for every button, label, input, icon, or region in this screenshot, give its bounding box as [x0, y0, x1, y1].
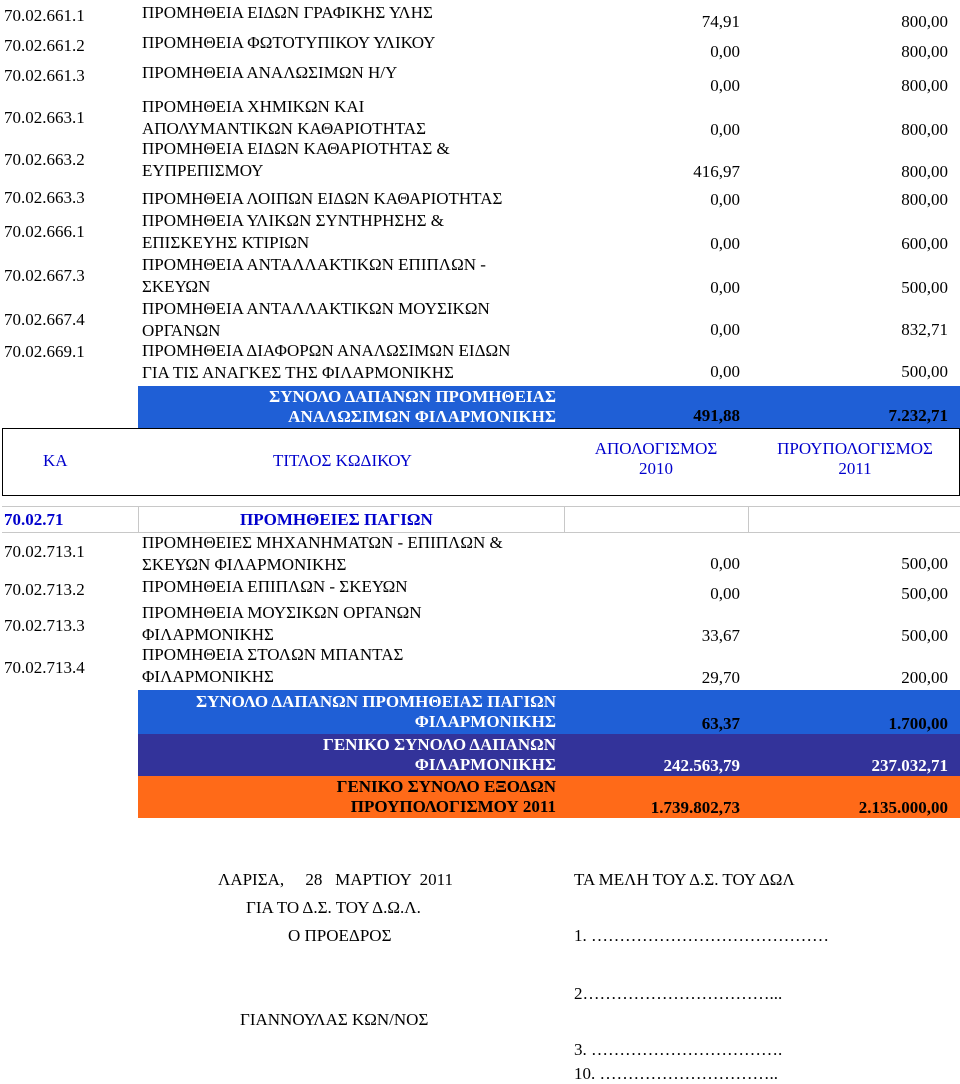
account-code: 70.02.713.4 [4, 658, 85, 677]
line-item [0, 342, 960, 386]
item-description: ΠΡΟΜΗΘΕΙΕΣ ΜΗΧΑΝΗΜΑΤΩΝ - ΕΠΙΠΛΩΝ & ΣΚΕΥΩΝ ΦΙΛΑΡΜΟΝΙΚΗΣ [142, 533, 503, 574]
line-item [0, 602, 960, 646]
account-code: 70.02.713.3 [4, 616, 85, 635]
account-code: 70.02.669.1 [4, 342, 85, 361]
value-2011: 800,00 [901, 42, 948, 61]
value-2011: 2.135.000,00 [858, 798, 948, 817]
value-2011: 800,00 [901, 120, 948, 139]
item-description: ΠΡΟΜΗΘΕΙΑ ΜΟΥΣΙΚΩΝ ΟΡΓΑΝΩΝ ΦΙΛΑΡΜΟΝΙΚΗΣ [142, 603, 422, 644]
value-2010: 1.739.802,73 [650, 798, 740, 817]
line-item [0, 63, 960, 96]
value-2010: 0,00 [710, 362, 740, 381]
line-item [0, 96, 960, 140]
item-description: ΠΡΟΜΗΘΕΙΑ ΑΝΤΑΛΛΑΚΤΙΚΩΝ ΜΟΥΣΙΚΩΝ ΟΡΓΑΝΩΝ [142, 299, 490, 340]
line-item [0, 646, 960, 690]
account-code: 70.02.667.3 [4, 266, 85, 285]
total-label: ΣΥΝΟΛΟ ΔΑΠΑΝΩΝ ΠΡΟΜΗΘΕΙΑΣ ΠΑΓΙΩΝ ΦΙΛΑΡΜΟΝΙΚΗΣ [196, 692, 556, 731]
total-label: ΓΕΝΙΚΟ ΣΥΝΟΛΟ ΕΞΟΔΩΝ ΠΡΟΥΠΟΛΟΓΙΣΜΟΥ 2011 [336, 777, 556, 816]
president-title: Ο ΠΡΟΕΔΡΟΣ [288, 926, 392, 945]
header-proypologismos: ΠΡΟΥΠΟΛΟΓΙΣΜΟΣ 2011 [777, 439, 933, 478]
value-2010: 0,00 [710, 190, 740, 209]
value-2011: 237.032,71 [871, 756, 948, 775]
item-description: ΠΡΟΜΗΘΕΙΑ ΧΗΜΙΚΩΝ ΚΑΙ ΑΠΟΛΥΜΑΝΤΙΚΩΝ ΚΑΘΑΡΙΟΤΗΤΑΣ [142, 97, 427, 138]
value-2010: 0,00 [710, 234, 740, 253]
account-code: 70.02.713.1 [4, 542, 85, 561]
section-row [0, 508, 960, 532]
total-fixed-row [138, 690, 960, 734]
value-2011: 7.232,71 [888, 406, 948, 425]
value-2010: 0,00 [710, 42, 740, 61]
value-2011: 800,00 [901, 162, 948, 181]
header-apologismos: ΑΠΟΛΟΓΙΣΜΟΣ 2010 [594, 439, 718, 478]
value-2010: 74,91 [701, 12, 740, 31]
item-description: ΠΡΟΜΗΘΕΙΑ ΦΩΤΟΤΥΠΙΚΟΥ ΥΛΙΚΟΥ [142, 33, 436, 52]
value-2010: 242.563,79 [663, 756, 740, 775]
item-description: ΠΡΟΜΗΘΕΙΑ ΕΙΔΩΝ ΚΑΘΑΡΙΟΤΗΤΑΣ & ΕΥΠΡΕΠΙΣΜΟΥ [142, 139, 450, 180]
account-code: 70.02.663.3 [4, 188, 85, 207]
item-description: ΠΡΟΜΗΘΕΙΑ ΔΙΑΦΟΡΩΝ ΑΝΑΛΩΣΙΜΩΝ ΕΙΔΩΝ ΓΙΑ ΤΙΣ ΑΝΑΓΚΕΣ ΤΗΣ ΦΙΛΑΡΜΟΝΙΚΗΣ [142, 341, 511, 382]
value-2010: 491,88 [693, 406, 740, 425]
value-2011: 500,00 [901, 362, 948, 381]
grand-total-expenses-row [138, 734, 960, 776]
value-2011: 800,00 [901, 12, 948, 31]
value-2011: 500,00 [901, 626, 948, 645]
value-2011: 600,00 [901, 234, 948, 253]
line-item [0, 188, 960, 212]
value-2011: 800,00 [901, 76, 948, 95]
header-title: ΤΙΤΛΟΣ ΚΩΔΙΚΟΥ [273, 451, 412, 470]
item-description: ΠΡΟΜΗΘΕΙΑ ΣΤΟΛΩΝ ΜΠΑΝΤΑΣ ΦΙΛΑΡΜΟΝΙΚΗΣ [142, 645, 404, 686]
item-description: ΠΡΟΜΗΘΕΙΑ ΕΠΙΠΛΩΝ - ΣΚΕΥΩΝ [142, 577, 408, 596]
value-2011: 832,71 [901, 320, 948, 339]
value-2011: 800,00 [901, 190, 948, 209]
section-title: ΠΡΟΜΗΘΕΙΕΣ ΠΑΓΙΩΝ [240, 510, 433, 529]
line-item [0, 254, 960, 298]
item-description: ΠΡΟΜΗΘΕΙΑ ΥΛΙΚΩΝ ΣΥΝΤΗΡΗΣΗΣ & ΕΠΙΣΚΕΥΗΣ ΚΤΙΡΙΩΝ [142, 211, 444, 252]
account-code: 70.02.661.1 [4, 6, 85, 25]
line-item [0, 210, 960, 254]
value-2011: 200,00 [901, 668, 948, 687]
value-2011: 500,00 [901, 278, 948, 297]
president-name: ΓΙΑΝΝΟΥΛΑΣ ΚΩΝ/ΝΟΣ [240, 1010, 429, 1029]
value-2011: 500,00 [901, 554, 948, 573]
section-code: 70.02.71 [4, 510, 64, 529]
account-code: 70.02.661.3 [4, 66, 85, 85]
account-code: 70.02.663.2 [4, 150, 85, 169]
account-code: 70.02.713.2 [4, 580, 85, 599]
grand-total-budget-row [138, 776, 960, 818]
value-2010: 0,00 [710, 584, 740, 603]
value-2010: 0,00 [710, 278, 740, 297]
for-board: ΓΙΑ ΤΟ Δ.Σ. ΤΟΥ Δ.Ω.Λ. [246, 898, 421, 917]
item-description: ΠΡΟΜΗΘΕΙΑ ΛΟΙΠΩΝ ΕΙΔΩΝ ΚΑΘΑΡΙΟΤΗΤΑΣ [142, 189, 503, 208]
value-2010: 29,70 [701, 668, 740, 687]
line-item [0, 298, 960, 342]
value-2010: 0,00 [710, 120, 740, 139]
value-2010: 0,00 [710, 76, 740, 95]
account-code: 70.02.663.1 [4, 108, 85, 127]
value-2010: 416,97 [693, 162, 740, 181]
value-2010: 33,67 [701, 626, 740, 645]
item-description: ΠΡΟΜΗΘΕΙΑ ΑΝΑΛΩΣΙΜΩΝ Η/Υ [142, 63, 398, 82]
value-2011: 500,00 [901, 584, 948, 603]
account-code: 70.02.667.4 [4, 310, 85, 329]
line-item [0, 140, 960, 186]
place-date: ΛΑΡΙΣΑ, 28 ΜΑΡΤΙΟΥ 2011 [218, 870, 453, 889]
total-label: ΓΕΝΙΚΟ ΣΥΝΟΛΟ ΔΑΠΑΝΩΝ ΦΙΛΑΡΜΟΝΙΚΗΣ [323, 735, 556, 774]
header-ka: ΚΑ [43, 451, 68, 470]
signature-line-2: 2……………………………... [574, 984, 783, 1003]
item-description: ΠΡΟΜΗΘΕΙΑ ΑΝΤΑΛΛΑΚΤΙΚΩΝ ΕΠΙΠΛΩΝ - ΣΚΕΥΩΝ [142, 255, 486, 296]
signature-line-10: 10. ………………………….. [574, 1064, 778, 1083]
value-2011: 1.700,00 [888, 714, 948, 733]
column-header [2, 428, 960, 496]
account-code: 70.02.661.2 [4, 36, 85, 55]
value-2010: 63,37 [701, 714, 740, 733]
line-item [0, 534, 960, 578]
item-description: ΠΡΟΜΗΘΕΙΑ ΕΙΔΩΝ ΓΡΑΦΙΚΗΣ ΥΛΗΣ [142, 3, 433, 22]
signature-line-1: 1. …………………………………… [574, 926, 829, 945]
total-consumables-row [138, 386, 960, 428]
value-2010: 0,00 [710, 320, 740, 339]
signature-line-3: 3. ……………………………. [574, 1040, 783, 1059]
value-2010: 0,00 [710, 554, 740, 573]
total-label: ΣΥΝΟΛΟ ΔΑΠΑΝΩΝ ΠΡΟΜΗΘΕΙΑΣ ΑΝΑΛΩΣΙΜΩΝ ΦΙΛΑΡΜΟΝΙΚΗΣ [269, 387, 556, 426]
account-code: 70.02.666.1 [4, 222, 85, 241]
members-title: ΤΑ ΜΕΛΗ ΤΟΥ Δ.Σ. ΤΟΥ ΔΩΛ [574, 870, 795, 889]
line-item [0, 578, 960, 604]
